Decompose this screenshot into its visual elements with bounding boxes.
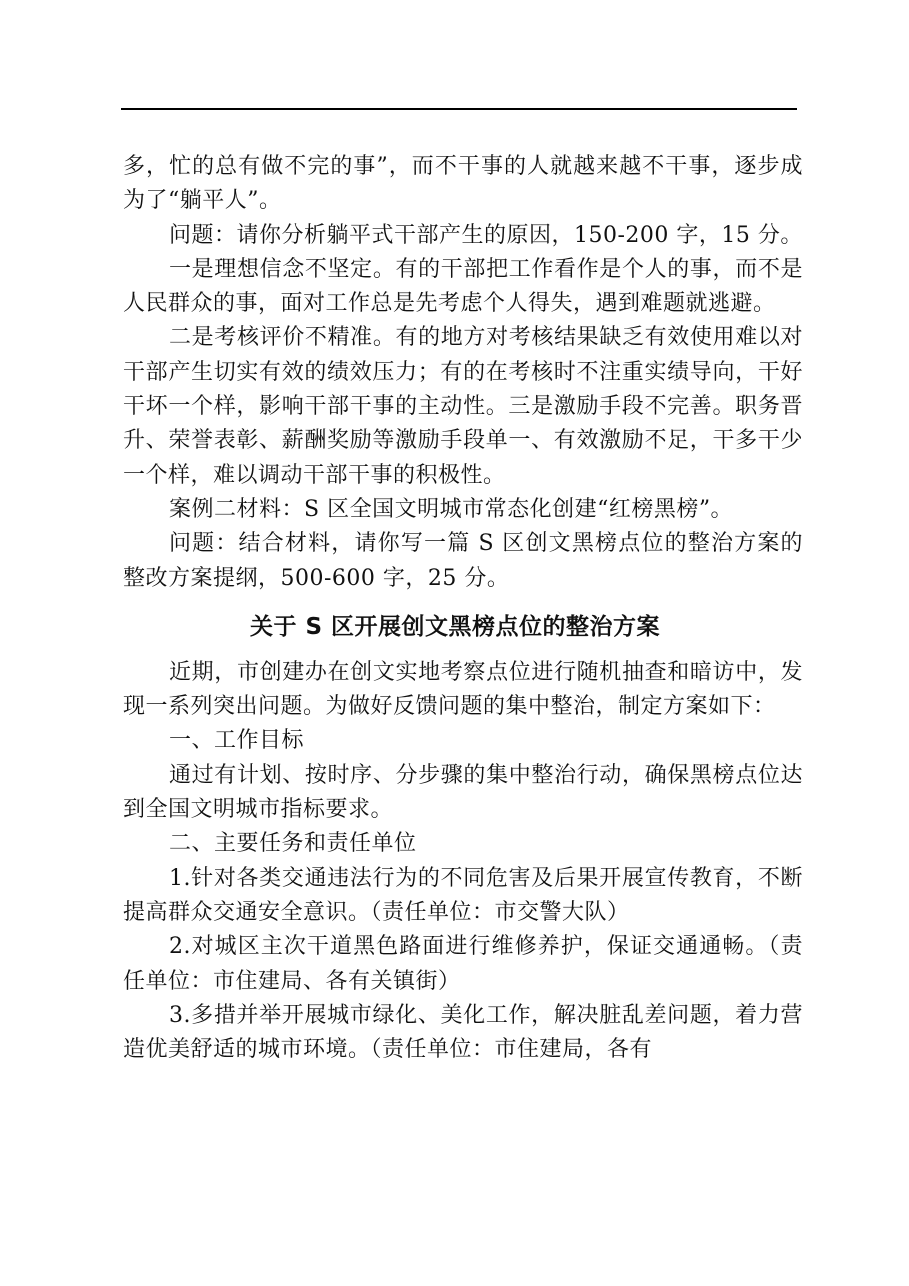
paragraph-continuation: 多，忙的总有做不完的事”，而不干事的人就越来越不干事，逐步成为了“躺平人”。	[123, 154, 803, 214]
task-item-2: 2.对城区主次干道黑色路面进行维修养护，保证交通通畅。（责任单位：市住建局、各有关镇街）	[123, 934, 803, 994]
case-two-material: 案例二材料：S 区全国文明城市常态化创建“红榜黑榜”。	[169, 496, 734, 522]
document-body	[123, 150, 803, 1067]
section-heading-tasks: 二、主要任务和责任单位	[169, 831, 417, 857]
header-rule	[121, 108, 797, 110]
answer-point-one: 一是理想信念不坚定。有的干部把工作看作是个人的事，而不是人民群众的事，面对工作总是先考虑个人得失，遇到难题就逃避。	[123, 256, 803, 317]
task-item-3: 3.多措并举开展城市绿化、美化工作，解决脏乱差问题，着力营造优美舒适的城市环境。（责任单位：市住建局，各有	[123, 1002, 803, 1063]
task-item-1: 1.针对各类交通违法行为的不同危害及后果开展宣传教育，不断提高群众交通安全意识。（责任单位：市交警大队）	[123, 865, 803, 925]
goal-text: 通过有计划、按时序、分步骤的集中整治行动，确保黑榜点位达到全国文明城市指标要求。	[123, 762, 803, 823]
answer-point-two-three: 二是考核评价不精准。有的地方对考核结果缺乏有效使用难以对干部产生切实有效的绩效压力；有的在考核时不注重实绩导向，干好干坏一个样，影响干部干事的主动性。三是激励手段不完善。职务晋升、荣誉表彰、薪酬奖励等激励手段单一、有效激励不足，干多干少一个样，难以调动干部干事的积极性。	[123, 325, 803, 488]
question-two: 问题：结合材料，请你写一篇 S 区创文黑榜点位的整治方案的整改方案提纲，500-600 字，25 分。	[123, 531, 803, 591]
plan-intro: 近期，市创建办在创文实地考察点位进行随机抽查和暗访中，发现一系列突出问题。为做好反馈问题的集中整治，制定方案如下：	[123, 659, 803, 720]
question-one: 问题：请你分析躺平式干部产生的原因，150-200 字，15 分。	[169, 222, 803, 248]
section-heading-goal: 一、工作目标	[169, 728, 305, 754]
plan-title: 关于 S 区开展创文黑榜点位的整治方案	[249, 613, 661, 640]
